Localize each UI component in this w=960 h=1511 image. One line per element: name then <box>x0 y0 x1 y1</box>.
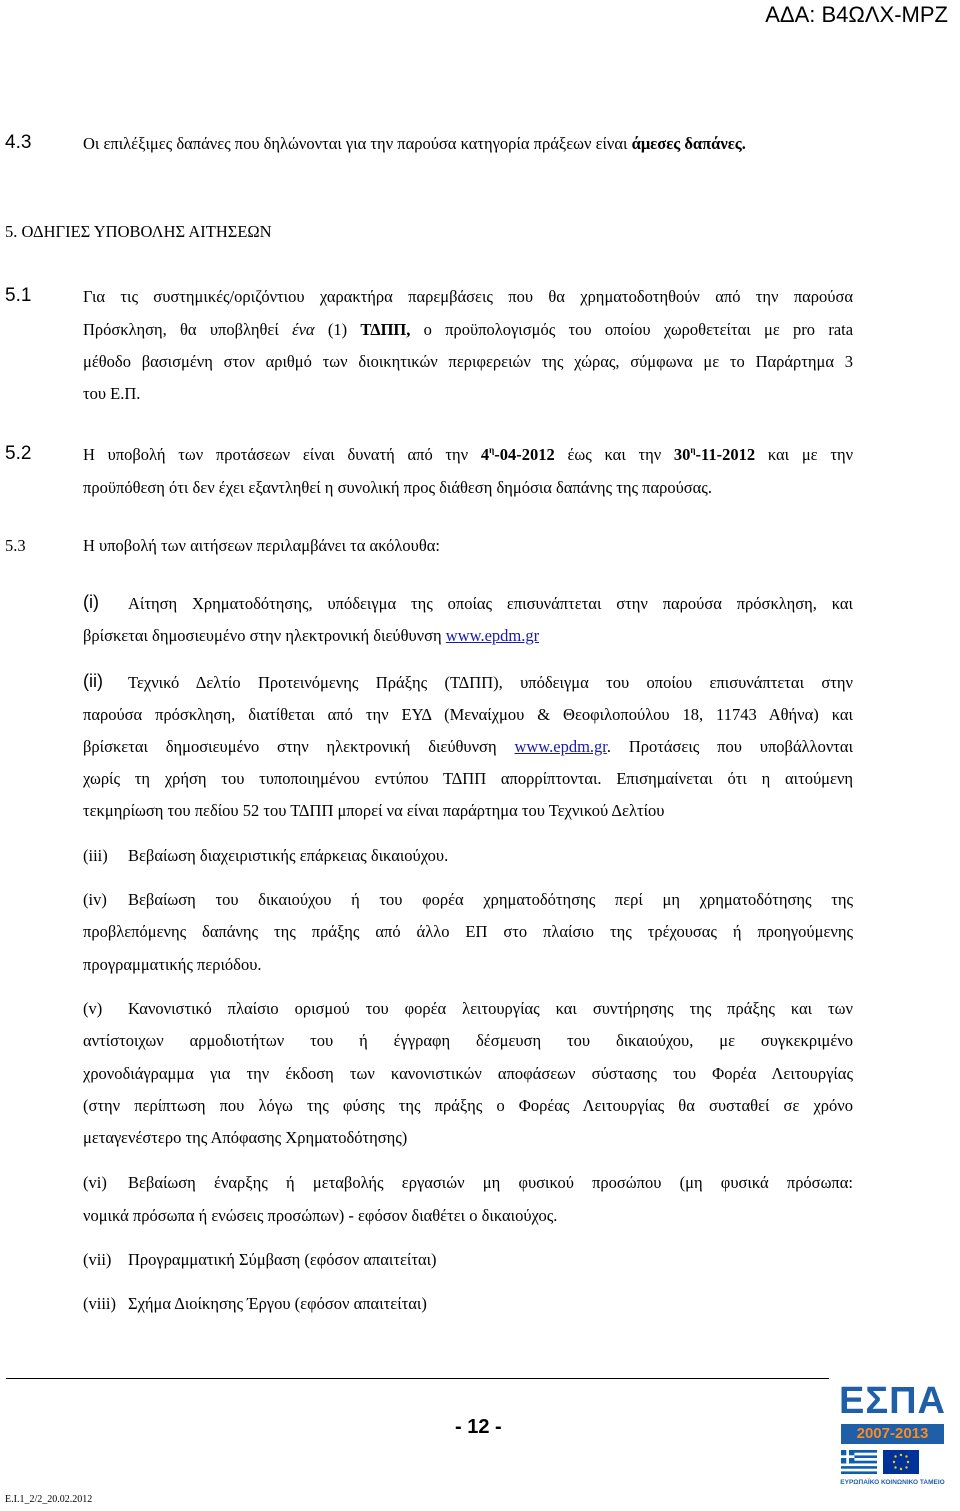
epdm-link[interactable]: www.epdm.gr <box>514 737 607 756</box>
paragraph-5-1-line: Πρόσκληση, θα υποβληθεί ένα (1) ΤΔΠΠ, ο προϋπολογισμός του οποίου χωροθετείται με pro rata <box>83 320 854 339</box>
espa-logo-fund: ΕΥΡΩΠΑΪΚΟ ΚΟΙΝΩΝΙΚΟ ΤΑΜΕΙΟ <box>840 1479 945 1486</box>
item-number: (viii) <box>83 1294 116 1313</box>
paragraph-5-1-line: μέθοδο βασισμένη στον αριθμό των διοικητικών περιφερειών της χώρας, σύμφωνα με το Παράρτημα 3 <box>83 352 853 371</box>
item-number: (vi) <box>83 1173 107 1192</box>
paragraph-5-1-line: του Ε.Π. <box>83 384 141 403</box>
paragraph-4-3: Οι επιλέξιμες δαπάνες που δηλώνονται για την παρούσα κατηγορία πράξεων είναι άμεσες δαπάνες. <box>83 134 746 153</box>
item-line: (στην περίπτωση που λόγω της φύσης της πράξης ο Φορέας Λειτουργίας θα συσταθεί σε χρόνο <box>83 1096 853 1115</box>
paragraph-5-3: Η υποβολή των αιτήσεων περιλαμβάνει τα ακόλουθα: <box>83 536 440 555</box>
item-line: χρονοδιάγραμμα για την έκδοση των κανονιστικών αποφάσεων σύστασης του Φορέα Λειτουργίας <box>83 1064 853 1083</box>
greek-flag-icon <box>841 1450 877 1474</box>
item-line: αντίστοιχων αρμοδιοτήτων του ή έγγραφη δέσμευση του δικαιούχου, με συγκεκριμένο <box>83 1031 853 1050</box>
section-number: 5.2 <box>5 443 32 464</box>
item-line: Βεβαίωση διαχειριστικής επάρκειας δικαιούχου. <box>128 846 449 865</box>
item-line: προβλεπόμενης δαπάνης της πράξης από άλλο ΕΠ στο πλαίσιο της τρέχουσας ή προηγούμενης <box>83 922 853 941</box>
footer-rule <box>6 1378 829 1379</box>
espa-logo-years: 2007-2013 <box>856 1425 929 1442</box>
item-line: μεταγενέστερο της Απόφασης Χρηματοδότησης) <box>83 1128 408 1147</box>
espa-logo <box>835 1380 950 1495</box>
section-number: 4.3 <box>5 132 32 153</box>
espa-logo-text: ΕΣΠΑ <box>838 1380 947 1422</box>
item-line: Βεβαίωση έναρξης ή μεταβολής εργασιών μη φυσικού προσώπου (μη φυσικά πρόσωπα: <box>128 1173 853 1192</box>
item-line: Κανονιστικό πλαίσιο ορισμού του φορέα λειτουργίας και συντήρησης της πράξης και των <box>128 999 853 1018</box>
paragraph-5-1-line: Για τις συστημικές/οριζόντιου χαρακτήρα παρεμβάσεις που θα χρηματοδοτηθούν από την παρούσα <box>83 287 853 306</box>
section-number: 5.3 <box>5 536 26 555</box>
paragraph-5-2-line: προϋπόθεση ότι δεν έχει εξαντληθεί η συνολική προς διάθεση δημόσια δαπάνης της παρούσας. <box>83 478 712 497</box>
item-line: βρίσκεται δημοσιευμένο στην ηλεκτρονική διεύθυνση www.epdm.gr. Προτάσεις που υποβάλλονται <box>83 737 854 756</box>
eu-flag-icon <box>883 1450 919 1474</box>
page-number: - 12 - <box>455 1416 502 1438</box>
item-number: (i) <box>83 592 99 612</box>
item-line: παρούσα πρόσκληση, διατίθεται από την ΕΥΔ (Μεναίχμου & Θεοφιλοπούλου 18, 11743 Αθήνα) και <box>83 705 853 724</box>
item-line: Προγραμματική Σύμβαση (εφόσον απαιτείται) <box>128 1250 437 1269</box>
paragraph-5-2-line: Η υποβολή των προτάσεων είναι δυνατή από την $4^\eta-04-2012$ έως και την $30^\eta-11-2012$ και με την <box>83 445 854 464</box>
item-number: (ii) <box>83 671 103 691</box>
item-number: (v) <box>83 999 103 1018</box>
item-line: Αίτηση Χρηματοδότησης, υπόδειγμα της οποίας επισυνάπτεται στην παρούσα πρόσκληση, και <box>128 594 853 613</box>
item-line: Βεβαίωση του δικαιούχου ή του φορέα χρηματοδότησης περί μη χρηματοδότησης της <box>128 890 853 909</box>
epdm-link[interactable]: www.epdm.gr <box>445 626 540 645</box>
section-heading-5: 5. ΟΔΗΓΙΕΣ ΥΠΟΒΟΛΗΣ ΑΙΤΗΣΕΩΝ <box>5 222 272 241</box>
ada-code: ΑΔΑ: Β4ΩΛΧ-ΜΡΖ <box>765 2 948 27</box>
item-line: προγραμματικής περιόδου. <box>83 955 262 974</box>
item-line: Σχήμα Διοίκησης Έργου (εφόσον απαιτείται) <box>128 1294 427 1313</box>
item-number: (vii) <box>83 1250 112 1269</box>
item-number: (iii) <box>83 846 108 865</box>
item-line: νομικά πρόσωπα ή ενώσεις προσώπων) - εφόσον διαθέτει ο δικαιούχος. <box>83 1206 558 1225</box>
item-line: Τεχνικό Δελτίο Προτεινόμενης Πράξης (ΤΔΠΠ), υπόδειγμα του οποίου επισυνάπτεται στην <box>128 673 853 692</box>
item-line: τεκμηρίωση του πεδίου 52 του ΤΔΠΠ μπορεί να είναι παράρτημα του Τεχνικού Δελτίου <box>83 801 665 820</box>
item-number: (iv) <box>83 890 107 909</box>
item-line: βρίσκεται δημοσιευμένο στην ηλεκτρονική διεύθυνση www.epdm.gr <box>83 626 540 645</box>
section-number: 5.1 <box>5 285 32 306</box>
item-line: χωρίς τη χρήση του τυποποιημένου εντύπου ΤΔΠΠ απορρίπτονται. Επισημαίνεται ότι η αιτούμενη <box>83 769 853 788</box>
document-code: E.I.1_2/2_20.02.2012 <box>5 1494 93 1505</box>
